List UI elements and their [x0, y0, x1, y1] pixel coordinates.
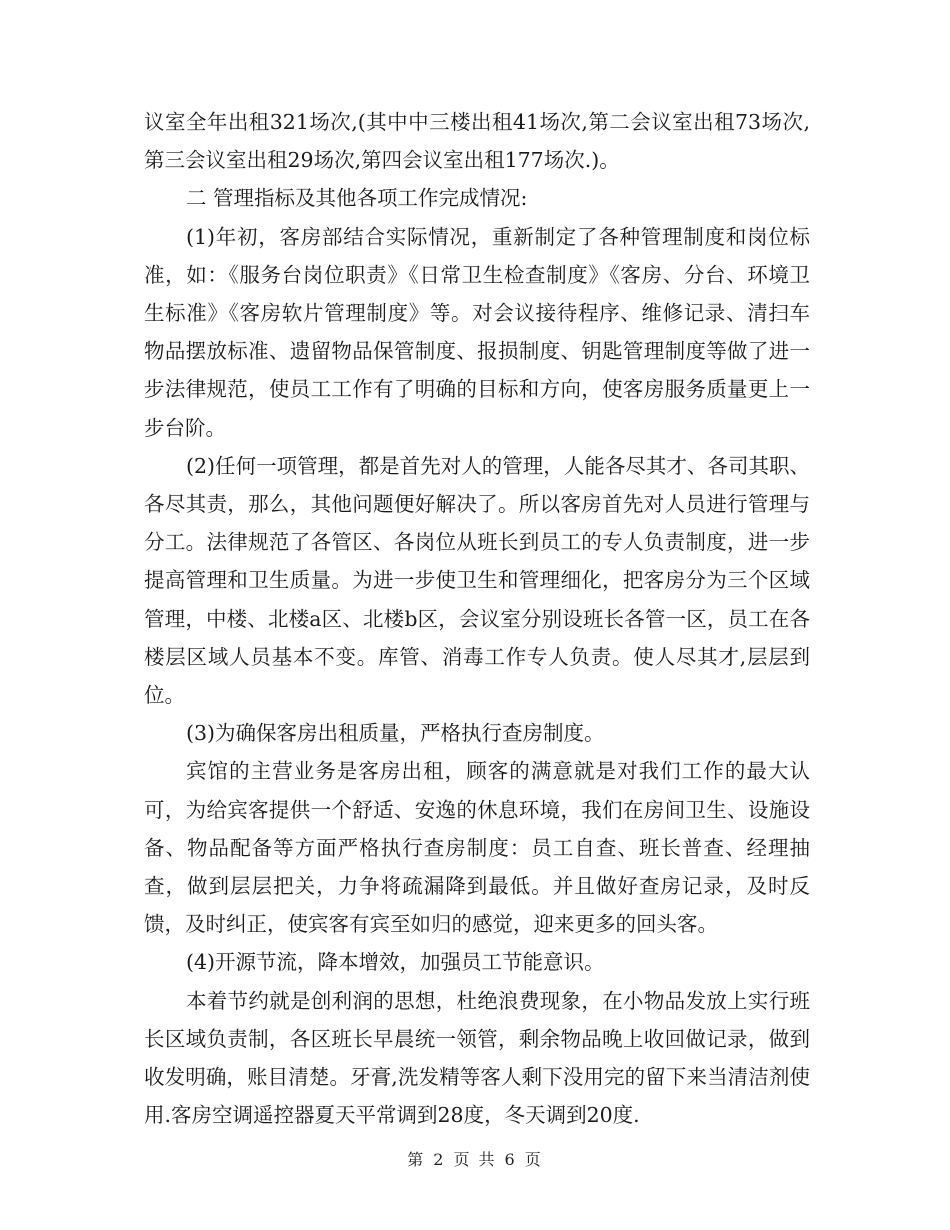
paragraph-1: 议室全年出租321场次,(其中中三楼出租41场次,第二会议室出租73场次,第三会议室出租29场次,第四会议室出租177场次.)。 — [144, 110, 810, 173]
paragraph-7: (4)开源节流，降本增效，加强员工节能意识。 — [186, 950, 605, 975]
footer-middle: 页 共 — [453, 1150, 497, 1169]
paragraph-4: (2)任何一项管理，都是首先对人的管理，人能各尽其才、各司其职、各尽其责，那么，其他问题便好解决了。所以客房首先对人员进行管理与分工。法律规范了各管区、各岗位从班长到员工的专人负责制度，进一步提高管理和卫生质量。为进一步使卫生和管理细化，把客房分为三个区域管理，中楼、北楼a区、北楼b区，会议室分别设班长各管一区，员工在各楼层区域人员基本不变。库管、消毒工作专人负责。使人尽其才,层层到位。 — [144, 453, 810, 708]
paragraph-6: 宾馆的主营业务是客房出租，顾客的满意就是对我们工作的最大认可，为给宾客提供一个舒适、安逸的休息环境，我们在房间卫生、设施设备、物品配备等方面严格执行查房制度：员工自查、班长普查、经理抽查，做到层层把关，力争将疏漏降到最低。并且做好查房记录，及时反馈，及时纠正，使宾客有宾至如归的感觉，迎来更多的回头客。 — [144, 759, 810, 937]
footer-current-page: 2 — [433, 1150, 446, 1169]
page-footer — [0, 1147, 950, 1170]
document-body — [144, 103, 810, 1134]
paragraph-8: 本着节约就是创利润的思想，杜绝浪费现象，在小物品发放上实行班长区域负责制，各区班长早晨统一领管，剩余物品晚上收回做记录，做到收发明确，账目清楚。牙膏,洗发精等客人剩下没用完的留下来当清洁剂使用.客房空调遥控器夏天平常调到28度，冬天调到20度. — [144, 988, 810, 1128]
footer-suffix: 页 — [524, 1150, 543, 1169]
footer-prefix: 第 — [407, 1150, 426, 1169]
paragraph-2: 二 管理指标及其他各项工作完成情况: — [186, 186, 528, 211]
footer-total-pages: 6 — [504, 1150, 517, 1169]
paragraph-5: (3)为确保客房出租质量，严格执行查房制度。 — [186, 721, 605, 746]
paragraph-3: (1)年初，客房部结合实际情况，重新制定了各种管理制度和岗位标准，如：《服务台岗位职责》《日常卫生检查制度》《客房、分台、环境卫生标准》《客房软片管理制度》等。对会议接待程序、维修记录、清扫车物品摆放标准、遗留物品保管制度、报损制度、钥匙管理制度等做了进一步法律规范，使员工工作有了明确的目标和方向，使客房服务质量更上一步台阶。 — [144, 224, 810, 440]
